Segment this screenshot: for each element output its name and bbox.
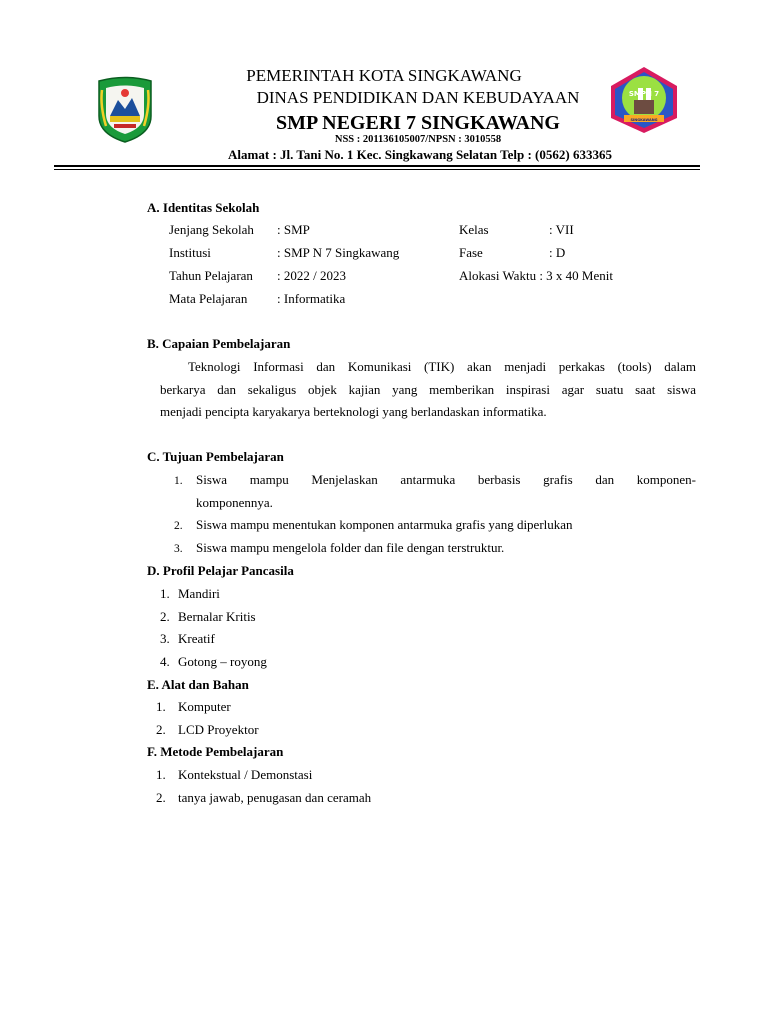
section-d-title: D. Profil Pelajar Pancasila xyxy=(147,563,294,578)
list-number: 2. xyxy=(156,790,166,805)
logo-text-top: SMPN 7 xyxy=(628,90,660,98)
list-number: 4. xyxy=(160,654,170,669)
section-b-title: B. Capaian Pembelajaran xyxy=(147,336,291,351)
section-f-title: F. Metode Pembelajaran xyxy=(147,744,284,759)
header-school-name: SMP NEGERI 7 SINGKAWANG xyxy=(276,112,560,134)
identity-value: : SMP xyxy=(277,222,310,237)
list-item: Mandiri xyxy=(178,586,220,601)
identity-label: Fase xyxy=(459,245,483,260)
identity-value: : Informatika xyxy=(277,291,346,306)
list-item: tanya jawab, penugasan dan ceramah xyxy=(178,790,372,805)
list-item: Komputer xyxy=(178,699,231,714)
identity-label: Mata Pelajaran xyxy=(169,291,248,306)
list-number: 1. xyxy=(174,475,183,487)
section-e-title: E. Alat dan Bahan xyxy=(147,677,249,692)
identity-value: : VII xyxy=(549,222,574,237)
header-divider-thin xyxy=(54,169,700,170)
list-item: Siswa mampu menentukan komponen antarmuka grafis yang diperlukan xyxy=(196,517,573,532)
identity-value: : 2022 / 2023 xyxy=(277,268,346,283)
paragraph-line: berkarya dan sekaligus objek kajian yang memberikan inspirasi agar suatu saat siswa xyxy=(160,382,696,397)
identity-label: Kelas xyxy=(459,222,489,237)
header-divider-thick xyxy=(54,165,700,167)
list-item: Kreatif xyxy=(178,631,215,646)
section-c-title: C. Tujuan Pembelajaran xyxy=(147,449,284,464)
identity-label: Alokasi Waktu : 3 x 40 Menit xyxy=(459,268,613,283)
section-a-title: A. Identitas Sekolah xyxy=(147,200,260,215)
list-number: 2. xyxy=(156,722,166,737)
identity-label: Jenjang Sekolah xyxy=(169,222,254,237)
identity-value: : D xyxy=(549,245,566,260)
list-number: 1. xyxy=(156,699,166,714)
header-government: PEMERINTAH KOTA SINGKAWANG xyxy=(246,66,522,85)
list-item: Kontekstual / Demonstasi xyxy=(178,767,313,782)
logo-text-bottom: SINGKAWANG xyxy=(630,118,658,122)
identity-label: Tahun Pelajaran xyxy=(169,268,253,283)
header-nss: NSS : 201136105007/NPSN : 3010558 xyxy=(334,134,502,145)
header-address: Alamat : Jl. Tani No. 1 Kec. Singkawang Selatan Telp : (0562) 633365 xyxy=(228,147,612,162)
list-number: 3. xyxy=(174,543,183,555)
header-department: DINAS PENDIDIKAN DAN KEBUDAYAAN xyxy=(256,88,580,107)
list-item: Siswa mampu mengelola folder dan file dengan terstruktur. xyxy=(196,540,505,555)
list-number: 2. xyxy=(160,609,170,624)
list-item: Bernalar Kritis xyxy=(178,609,256,624)
list-number: 1. xyxy=(160,586,170,601)
paragraph-line: menjadi pencipta karyakarya berteknologi yang berlandaskan informatika. xyxy=(160,404,547,419)
identity-label: Institusi xyxy=(169,245,211,260)
list-item: LCD Proyektor xyxy=(178,722,259,737)
list-item: komponennya. xyxy=(196,495,273,510)
list-item: Siswa mampu Menjelaskan antarmuka berbasis grafis dan komponen- xyxy=(196,472,696,487)
paragraph-line: Teknologi Informasi dan Komunikasi (TIK) akan menjadi perkakas (tools) dalam xyxy=(188,359,696,374)
list-number: 1. xyxy=(156,767,166,782)
list-number: 2. xyxy=(174,520,183,532)
list-item: Gotong – royong xyxy=(178,654,267,669)
identity-value: : SMP N 7 Singkawang xyxy=(277,245,400,260)
list-number: 3. xyxy=(160,631,170,646)
